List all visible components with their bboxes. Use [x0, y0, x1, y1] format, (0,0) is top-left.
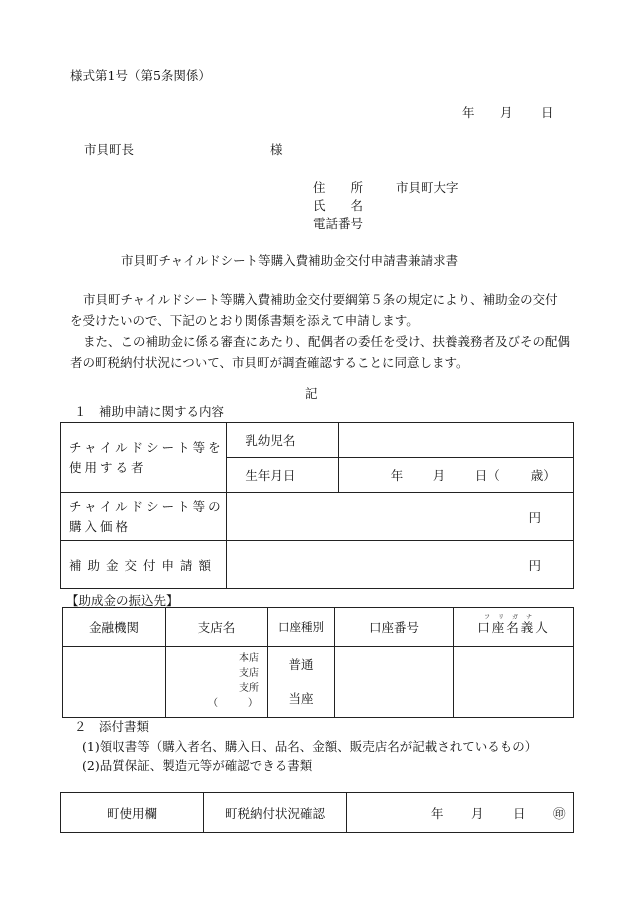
price-label-line2: 購入価格	[69, 518, 132, 534]
branch-header: 支店名	[166, 608, 268, 647]
seal-mark: ㊞	[553, 805, 566, 821]
bank-heading: 【助成金の振込先】	[66, 593, 179, 608]
account-number-header: 口座番号	[335, 608, 454, 647]
price-label-line1: チャイルドシート等の	[69, 498, 224, 514]
address-value: 市貝町大字	[396, 180, 459, 195]
institution-field[interactable]	[63, 647, 166, 718]
date-month-label: 月	[500, 105, 513, 120]
date-year-label: 年	[462, 105, 475, 120]
body-paragraph-2: また、この補助金に係る審査にあたり、配偶者の委任を受け、扶養義務者及びその配偶者の町税納付状況について、市貝町が調査確認することに同意します。	[70, 334, 571, 370]
body-paragraph-1: 市貝町チャイルドシート等購入費補助金交付要綱第５条の規定により、補助金の交付を受けたいので、下記のとおり関係書類を添えて申請します。	[70, 292, 558, 328]
office-use-label: 町使用欄	[61, 793, 204, 833]
form-number: 様式第1号（第5条関係）	[70, 68, 211, 83]
user-label-line2: 使用する者	[69, 459, 147, 475]
date-day-label: 日	[541, 105, 554, 120]
furigana-1: フ	[484, 614, 491, 621]
office-year-label: 年	[431, 805, 444, 821]
institution-header: 金融機関	[63, 608, 166, 647]
account-type-header: 口座種別	[268, 608, 335, 647]
branch-option-sub: 支所	[239, 683, 259, 694]
holder-field[interactable]	[454, 647, 574, 718]
name-label: 氏 名	[313, 198, 364, 213]
address-label: 住 所	[313, 180, 364, 195]
document-title: 市貝町チャイルドシート等購入費補助金交付申請書兼請求書	[121, 253, 459, 268]
birth-day-label: 日（	[474, 468, 500, 483]
branch-field[interactable]	[166, 647, 268, 718]
bank-account-table	[62, 607, 574, 718]
account-type-current[interactable]: 当座	[288, 691, 314, 706]
user-label-line1: チャイルドシート等を	[69, 439, 224, 455]
birth-year-label: 年	[390, 468, 404, 483]
furigana-4: ナ	[526, 614, 533, 621]
account-type-field[interactable]	[268, 647, 335, 718]
phone-label: 電話番号	[313, 216, 364, 231]
office-day-label: 日	[513, 805, 526, 821]
price-label-cell	[61, 493, 227, 541]
branch-option-other: （ ）	[208, 698, 258, 709]
infant-name-label: 乳幼児名	[227, 423, 338, 458]
age-label: 歳）	[530, 468, 556, 483]
account-type-ordinary[interactable]: 普通	[288, 657, 314, 672]
birthdate-field[interactable]	[338, 458, 573, 493]
branch-option-main: 本店	[239, 653, 259, 664]
application-details-table	[60, 422, 574, 589]
user-label-cell	[61, 423, 227, 493]
price-field[interactable]	[227, 493, 574, 541]
section1-heading: １ 補助申請に関する内容	[74, 404, 225, 419]
amount-field[interactable]	[227, 541, 574, 589]
branch-option-branch: 支店	[239, 668, 259, 679]
office-month-label: 月	[471, 805, 484, 821]
birthdate-label: 生年月日	[227, 458, 338, 493]
attachment-item-2: (2)品質保証、製造元等が確認できる書類	[82, 758, 313, 773]
amount-unit: 円	[528, 557, 541, 573]
addressee-title: 市貝町長	[84, 142, 135, 157]
tax-check-label: 町税納付状況確認	[204, 793, 347, 833]
birth-month-label: 月	[432, 468, 446, 483]
furigana-3: ガ	[512, 614, 519, 621]
section2-heading: ２ 添付書類	[74, 719, 150, 734]
attachment-item-1: (1)領収書等（購入者名、購入日、品名、金額、販売店名が記載されているもの）	[82, 739, 538, 754]
addressee-honorific: 様	[270, 142, 283, 157]
furigana-2: リ	[498, 614, 505, 621]
ki-heading: 記	[305, 386, 318, 401]
holder-header: 口座名義人	[454, 608, 574, 647]
infant-name-field[interactable]	[338, 423, 573, 458]
account-number-field[interactable]	[335, 647, 454, 718]
price-unit: 円	[528, 509, 541, 525]
office-use-table	[60, 792, 574, 833]
amount-label: 補助金交付申請額	[61, 541, 227, 589]
office-date-field	[347, 793, 574, 833]
